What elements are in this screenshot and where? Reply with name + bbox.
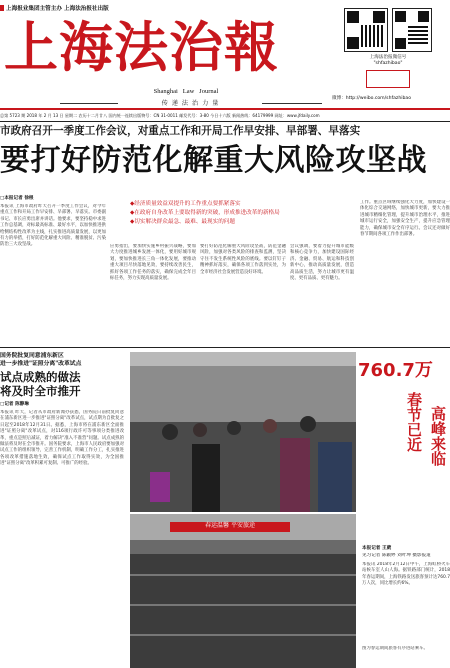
slogan-rule-right — [262, 103, 322, 104]
publisher-line-1: 上海报业集团主管主办 — [6, 6, 62, 12]
infobar-rule — [0, 121, 450, 122]
sidebar-headline-1: 试点成熟的做法 — [0, 370, 81, 384]
lead-bullets — [130, 200, 354, 227]
sidebar-kicker-2: 进一步推进"证照分离"改革试点 — [0, 361, 82, 367]
sidebar-byline: □记者 陈静琳 — [0, 402, 29, 407]
lead-body-col2: 应勇指出，要加快实施乡村振兴战略，要加大力度推进城乡发展一体化，要用好城市规划，要加快推进长三角一体化发展，要推动重大项目尽快落地见效，要持续改善民生，抓好各项工作任务的落实，确保完成全年目标任务，努力实现高质量发展。 — [110, 244, 196, 282]
station-photo-top — [130, 352, 356, 512]
station-sign: 春运温馨 平安旅途 — [205, 522, 255, 529]
jiefang-logo — [366, 70, 410, 88]
lead-byline: □本报记者 徐根 — [0, 196, 34, 201]
publisher-line-2: 上海法治报社出版 — [64, 6, 109, 12]
qr-caption-1: 上海法治报微信号 — [369, 55, 407, 60]
sidebar-body: 本报讯 昨天，记者从市政府新闻办获悉，国务院日前批复同意在浦东新区进一步推进"证照分离"改革试点，试点期为自批复之日起至2018年12月31日。据悉，上海市将在浦东新区全面推进"证照分离"改革试点，对116项行政许可等事项分类推进改革，重点是照后减证，着力解决"准入不准营"问题。试点成熟的做法将及时在全市推开。国务院要求，上海市人民政府要加强对试点工作的组织领导，完善工作机制，明确工作分工，扎实推进各项改革措施落地生效，确保试点工作取得实效，为全国推进"证照分离"改革积累可复制、可推广的经验。 — [0, 410, 124, 467]
photo-caption-tail: 图为春运期间旅客有序进站乘车。 — [362, 646, 428, 651]
lead-body-col3: 要打好防范化解重大风险攻坚战，防范金融风险，加强对各类风险的排查和监测，坚决守住不发生系统性风险的底线。要以钉钉子精神抓好落实，确保各项工作落到实处，为全市经济社会发展营造良好环境。 — [200, 244, 286, 275]
qr-code-icon — [344, 8, 388, 52]
lead-bottom-rule — [0, 347, 450, 348]
sidebar-headline-2: 将及时全市推开 — [0, 384, 81, 398]
vertical-headline-2: 高峰来临 — [429, 406, 447, 466]
lead-body-col5: 工作。重点区域继续强化大力度，加快建设一体化综合交通网络，加快城市更新，要大力推进城市精细化管理，提升城市治理水平，推进城市运行安全，加强安全生产，提升应急管理能力，确保城市安全有序运行。会议还对做好春节期间各项工作作出部署。 — [360, 200, 450, 238]
lead-bullet: ◆经济质量效益双提升的工作重点要抓紧落实 — [130, 201, 241, 207]
newspaper-slogan: 传 递 法 治 力 量 — [161, 100, 219, 107]
lead-body-col1: 本报讯 上海市政府昨天召开一季度工作会议，对今年重点工作和开局工作早安排、早部署、早落实。市委副书记、市长应勇出席并讲话。他要求，要坚持稳中求进工作总基调，对标最高标准、最好水平，以加快推进供给侧结构性改革为主线，扎实推进高质量发展，以更加有力的举措，打好防范化解重大风险、精准脱贫、污染防治三大攻坚战。 — [0, 204, 106, 248]
slogan-rule-left — [60, 103, 118, 104]
lead-kicker: 市政府召开一季度工作会议，对重点工作和开局工作早安排、早部署、早落实 — [0, 125, 361, 137]
newspaper-subtitle-latin: Shanghai Law Journal — [153, 88, 219, 95]
passenger-count: 760.7万 — [358, 360, 433, 381]
lead-headline: 要打好防范化解重大风险攻坚战 — [0, 143, 427, 178]
photo-caption-byline-2: 见习记者 陈颖婷 刘叶坤 摄影报道 — [362, 553, 431, 558]
station-photo-top-scene — [130, 352, 356, 512]
newspaper-title: 上海法治報 — [4, 15, 279, 79]
sidebar-kicker-1: 国务院批复同意浦东新区 — [0, 353, 64, 359]
lead-bullet: ◆在政府自身改革上要取得新的突破，形成推进改革的新格局 — [130, 210, 280, 216]
masthead-rule — [0, 108, 450, 110]
weibo-link[interactable]: 微博：http://weibo.com/shfazhibao — [332, 96, 412, 101]
station-photo-bottom — [130, 514, 356, 668]
lead-body-col4: 会议强调，要着力提升城市能级和核心竞争力，加快建设国际经济、金融、贸易、航运和科技创新中心，推动高质量发展，创造高品质生活，努力让城市更有温度、更有品质、更有魅力。 — [290, 244, 354, 282]
issue-info-bar: 总第 5723 期 2018 年 2 月 13 日 星期二 农历十二月廿八 国内统一连续出版物号：CN 31-0011 邮发代号：3-80 今日十六版 新闻热线：64179999 网址：www.jfdaily.com — [0, 113, 320, 118]
photo-caption-byline: 本报记者 王葳 — [362, 546, 392, 551]
station-photo-bottom-scene — [130, 514, 356, 668]
photo-caption-body: 本报讯 2018年2月12日中午，上海虹桥火车站候车室人山人海。据铁路部门统计，2018年春运期间，上海铁路发送旅客预计达760.7万人次，同比增长约6%。 — [362, 562, 450, 587]
vertical-headline-1: 春节已近 — [405, 392, 423, 452]
lead-bullet: ◆切实解决群众最急、最难、最现实的问题 — [130, 219, 235, 225]
qr-code-icon-2 — [392, 8, 432, 52]
qr-caption-2: "shfazhibao" — [373, 61, 403, 66]
publisher-seal-icon — [0, 5, 4, 11]
